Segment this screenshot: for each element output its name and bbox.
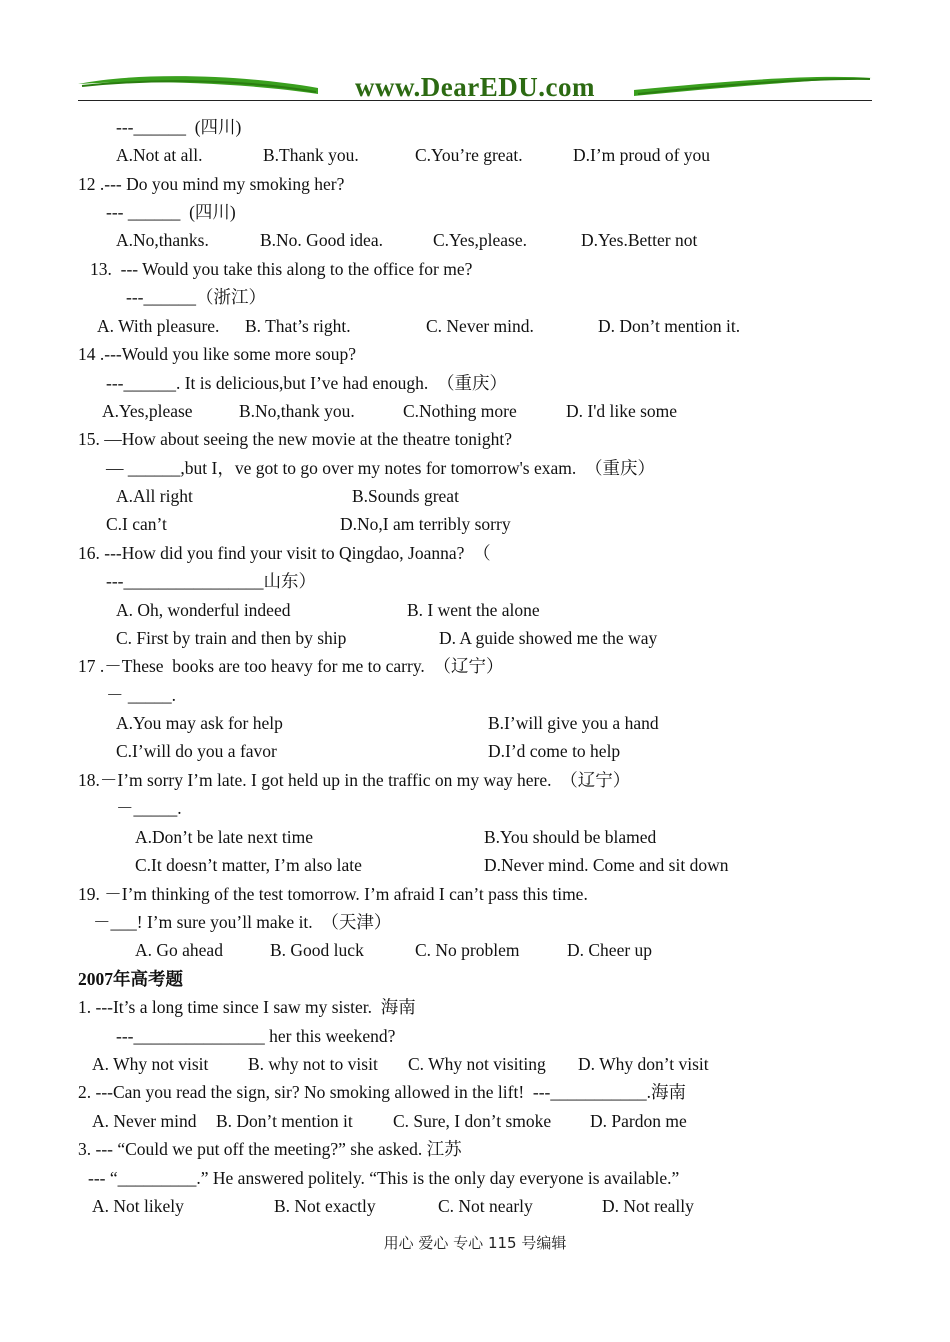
text-line: — ______,but I，ve got to go over my notes for tomorrow's exam. （重庆）	[106, 458, 655, 478]
text-line: 18.－I’m sorry I’m late. I got held up in the traffic on my way here. （辽宁）	[78, 770, 631, 790]
text-line: D. Cheer up	[567, 940, 653, 960]
text-line: A.Don’t be late next time	[135, 827, 314, 847]
text-line: 19. －I’m thinking of the test tomorrow. I’m afraid I can’t pass this time.	[78, 884, 588, 904]
text-line: C. Why not visiting	[408, 1054, 546, 1074]
text-line: B. Good luck	[270, 940, 364, 960]
text-line: B.Sounds great	[352, 486, 459, 506]
text-line: ---______. It is delicious,but I’ve had enough. （重庆）	[106, 373, 507, 393]
text-line: 12 .--- Do you mind my smoking her?	[78, 174, 345, 194]
text-line: －_____.	[116, 798, 182, 818]
text-line: C.Yes,please.	[433, 230, 527, 250]
text-line: B. Don’t mention it	[216, 1111, 353, 1131]
text-line: A.Not at all.	[116, 145, 203, 165]
text-line: C. Not nearly	[438, 1196, 533, 1216]
text-line: 3. --- “Could we put off the meeting?” she asked. 江苏	[78, 1139, 462, 1159]
text-line: － _____.	[106, 685, 176, 705]
text-line: 15. —How about seeing the new movie at the theatre tonight?	[78, 429, 512, 449]
text-line: 13. --- Would you take this along to the office for me?	[90, 259, 473, 279]
text-line: B.I’will give you a hand	[488, 713, 659, 733]
text-line: D. Pardon me	[590, 1111, 687, 1131]
text-line: D. Why don’t visit	[578, 1054, 709, 1074]
text-line: ---_______________ her this weekend?	[116, 1026, 396, 1046]
text-line: A. Oh, wonderful indeed	[116, 600, 291, 620]
text-line: 14 .---Would you like some more soup?	[78, 344, 357, 364]
text-line: A.Yes,please	[102, 401, 193, 421]
text-line: C.You’re great.	[415, 145, 523, 165]
text-line: C.Nothing more	[403, 401, 517, 421]
text-line: A. Never mind	[92, 1111, 197, 1131]
text-line: 1. ---It’s a long time since I saw my sister. 海南	[78, 997, 416, 1017]
text-line: D.No,I am terribly sorry	[340, 514, 511, 534]
text-line: 17 .－These books are too heavy for me to carry. （辽宁）	[78, 656, 504, 676]
text-line: B. why not to visit	[248, 1054, 378, 1074]
text-line: D. Don’t mention it.	[598, 316, 741, 336]
text-line: D.Yes.Better not	[581, 230, 698, 250]
text-line: A.All right	[116, 486, 193, 506]
text-line: 16. ---How did you find your visit to Qingdao, Joanna? （	[78, 543, 491, 563]
text-line: A.You may ask for help	[116, 713, 283, 733]
text-line: D. A guide showed me the way	[439, 628, 658, 648]
text-line: C. First by train and then by ship	[116, 628, 347, 648]
text-line: C.It doesn’t matter, I’m also late	[135, 855, 362, 875]
text-line: A. Why not visit	[92, 1054, 209, 1074]
page-footer: 用心 爱心 专心 115 号编辑	[383, 1234, 567, 1252]
text-line: ---________________山东）	[106, 571, 316, 591]
text-line: D.I’d come to help	[488, 741, 621, 761]
text-line: B.No. Good idea.	[260, 230, 383, 250]
text-line: D. I'd like some	[566, 401, 678, 421]
text-line: D.Never mind. Come and sit down	[484, 855, 729, 875]
text-line: B.No,thank you.	[239, 401, 355, 421]
text-line: C. Sure, I don’t smoke	[393, 1111, 552, 1131]
text-line: ---______（浙江）	[126, 287, 266, 307]
text-line: --- ______ (四川)	[106, 202, 236, 222]
text-line: A.No,thanks.	[116, 230, 209, 250]
text-line: C.I’will do you a favor	[116, 741, 277, 761]
text-line: ---______ (四川)	[116, 117, 242, 137]
text-line: B. Not exactly	[274, 1196, 376, 1216]
text-line: C. Never mind.	[426, 316, 534, 336]
text-line: B.You should be blamed	[484, 827, 657, 847]
text-line: A. With pleasure.	[97, 316, 220, 336]
text-line: －___! I’m sure you’ll make it. （天津）	[93, 912, 392, 932]
text-line: C. No problem	[415, 940, 520, 960]
site-header-banner	[78, 70, 872, 104]
text-line: C.I can’t	[106, 514, 167, 534]
text-line: B. That’s right.	[245, 316, 351, 336]
header-rule	[78, 100, 872, 101]
text-line: --- “_________.” He answered politely. “This is the only day everyone is available.”	[88, 1168, 680, 1188]
text-line: D. Not really	[602, 1196, 694, 1216]
site-logo-text[interactable]: www.DearEDU.com	[355, 72, 595, 102]
text-line: A. Go ahead	[135, 940, 223, 960]
text-line: A. Not likely	[92, 1196, 184, 1216]
text-line: D.I’m proud of you	[573, 145, 711, 165]
text-line: B. I went the alone	[407, 600, 540, 620]
section-heading: 2007年高考题	[78, 969, 183, 989]
text-line: B.Thank you.	[263, 145, 359, 165]
text-line: 2. ---Can you read the sign, sir? No smoking allowed in the lift! ---___________.海南	[78, 1082, 687, 1102]
